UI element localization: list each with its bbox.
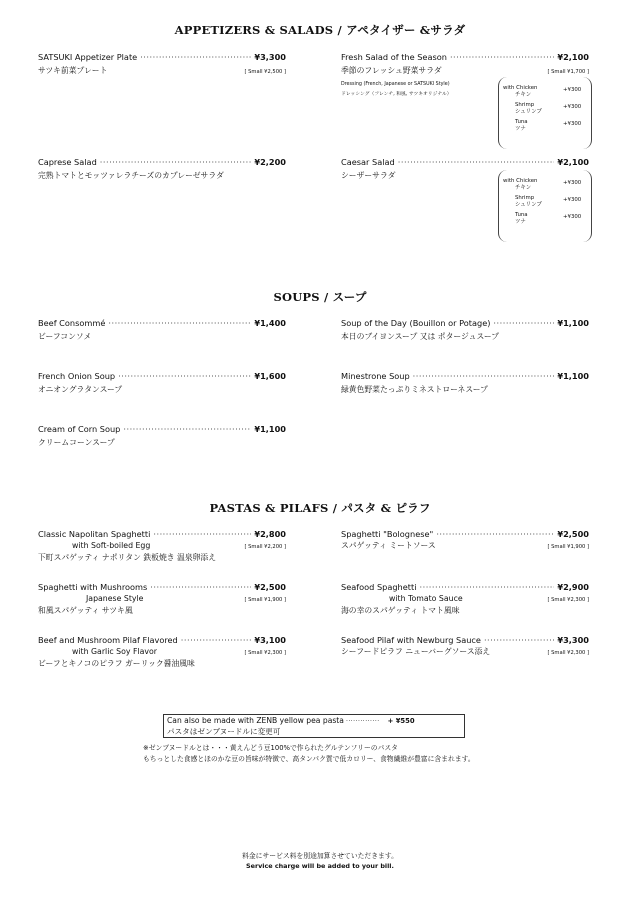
section-title-appetizers: APPETIZERS & SALADS / アペタイザー &サラダ bbox=[174, 23, 466, 37]
zenb-note-1: ※ゼンブヌードルとは・・・黄えんどう豆100%で作られたグルテンフリーのパスタ bbox=[143, 744, 398, 752]
addon-box-caesar: with Chicken チキン +¥300 Shrimp シュリンプ +¥300 Tuna ツナ +¥300 bbox=[498, 170, 592, 242]
menu-item-fresh-salad: Fresh Salad of the Season ····· ¥2,100 季節のフレッシュ野菜サラダ [ Small ¥1,700 ] Dressing (French, Japanese or SATSUKI Style) ドレッシング（フレンチ, 和風, サツキオリジナル） bbox=[341, 52, 589, 100]
menu-item-napolitan: Classic Napolitan Spaghetti ····· ¥2,800 with Soft-boiled Egg [ Small ¥2,200 ] 下町スパゲッティ ナポリタン 鉄板焼き 温泉卵添え bbox=[38, 529, 286, 563]
footer-service-jp: 料金にサービス料を別途加算させていただきます。 bbox=[242, 852, 398, 860]
menu-item-caprese: Caprese Salad ····· ¥2,200 完熟トマトとモッツァレラチーズのカプレーゼサラダ bbox=[38, 157, 286, 181]
menu-item-mushroom-spaghetti: Spaghetti with Mushrooms ····· ¥2,500 Japanese Style [ Small ¥1,900 ] 和風スパゲッティ サツキ風 bbox=[38, 582, 286, 616]
menu-item-onion-soup: French Onion Soup ····· ¥1,600 オニオングラタンスープ bbox=[38, 371, 286, 395]
menu-item-beef-pilaf: Beef and Mushroom Pilaf Flavored ····· ¥3,100 with Garlic Soy Flavor [ Small ¥2,300 ] ビーフとキノコのピラフ ガーリック醤油風味 bbox=[38, 635, 286, 669]
menu-item-beef-consomme: Beef Consommé ····· ¥1,400 ビーフコンソメ bbox=[38, 318, 286, 342]
zenb-option-box: Can also be made with ZENB yellow pea pasta ·············· + ¥550 パスタはゼンブヌードルに変更可 bbox=[163, 714, 465, 738]
menu-item-seafood-spaghetti: Seafood Spaghetti ····· ¥2,900 with Tomato Sauce [ Small ¥2,300 ] 海の幸のスパゲッティ トマト風味 bbox=[341, 582, 589, 616]
footer-service-en: Service charge will be added to your bill. bbox=[246, 862, 394, 870]
menu-item-satsuki-plate: SATSUKI Appetizer Plate ····· ¥3,300 サツキ前菜プレート [ Small ¥2,500 ] bbox=[38, 52, 286, 76]
section-title-pastas: PASTAS & PILAFS / パスタ & ピラフ bbox=[209, 501, 431, 515]
menu-item-corn-soup: Cream of Corn Soup ····· ¥1,100 クリームコーンスープ bbox=[38, 424, 286, 448]
menu-item-minestrone: Minestrone Soup ····· ¥1,100 緑黄色野菜たっぷりミネストローネスープ bbox=[341, 371, 589, 395]
addon-box-fresh: with Chicken チキン +¥300 Shrimp シュリンプ +¥300 Tuna ツナ +¥300 bbox=[498, 77, 592, 149]
section-title-soups: SOUPS / スープ bbox=[273, 290, 367, 304]
menu-item-caesar: Caesar Salad ····· ¥2,100 シーザーサラダ bbox=[341, 157, 589, 181]
zenb-note-2: もちっとした食感とほのかな豆の旨味が特徴で、高タンパク質で低カロリー、食物繊維が豊富に含まれます。 bbox=[143, 755, 475, 763]
menu-item-bolognese: Spaghetti "Bolognese" ····· ¥2,500 スパゲッティ ミートソース [ Small ¥1,900 ] bbox=[341, 529, 589, 551]
menu-item-soup-of-day: Soup of the Day (Bouillon or Potage) ····· ¥1,100 本日のブイヨンスープ 又は ポタージュスープ bbox=[341, 318, 589, 342]
menu-item-seafood-pilaf: Seafood Pilaf with Newburg Sauce ····· ¥3,300 シーフードピラフ ニューバーグソース添え [ Small ¥2,300 ] bbox=[341, 635, 589, 657]
